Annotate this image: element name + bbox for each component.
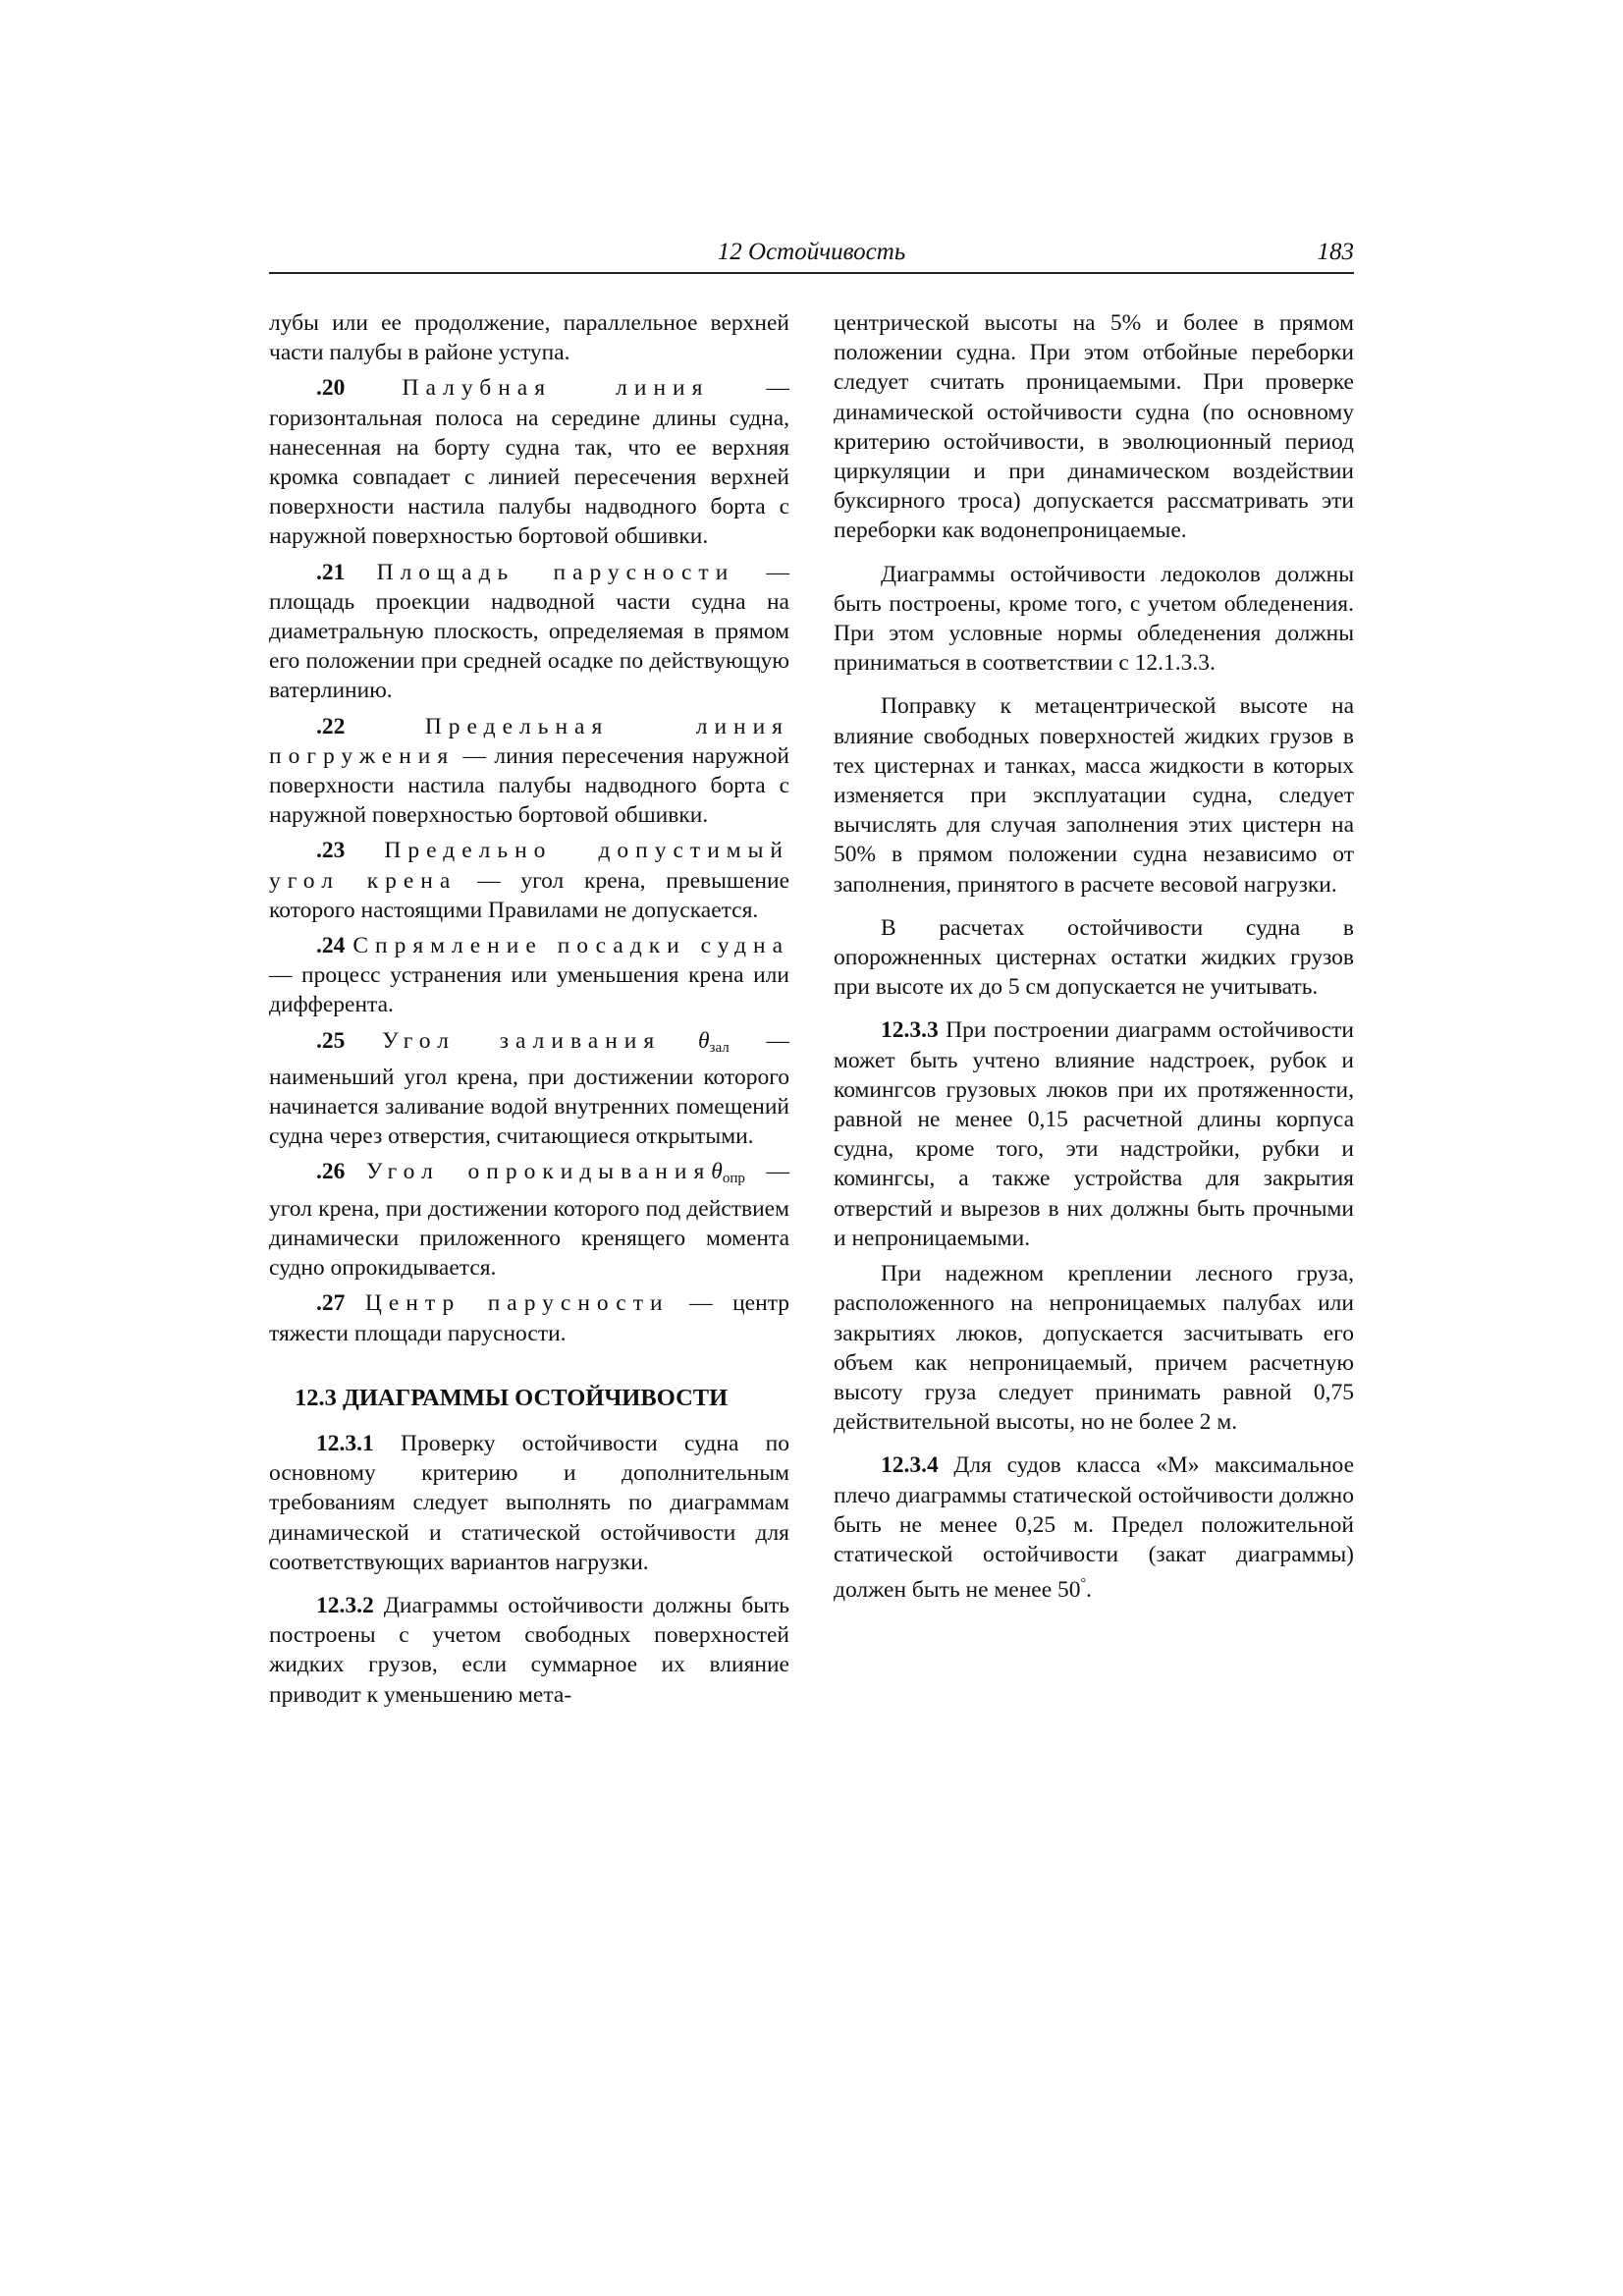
- definition-number: .22: [316, 713, 346, 739]
- theta-symbol: θ: [697, 1027, 710, 1054]
- left-column: [269, 308, 789, 1710]
- definition-text: — процесс устранения или уменьшения крена или дифферента.: [269, 962, 789, 1018]
- definition-term: Предельная линия погружения: [269, 713, 789, 769]
- clause-number: 12.3.1: [316, 1430, 374, 1456]
- definition-number: .24: [316, 933, 346, 959]
- definition-term: Центр парусности: [364, 1290, 670, 1317]
- definition-number: .21: [316, 559, 346, 585]
- theta-subscript: опр: [722, 1171, 745, 1187]
- definition-text: — наименьший угол крена, при достижении которого начинается заливание водой внутренних помещений судна через отверстия, считающиеся открытыми.: [269, 1027, 790, 1150]
- definition-text: — площадь проекции надводной части судна на диаметральную плоскость, определяемая в прямом его положении при средней осадке по действующую ватерлинию.: [269, 559, 789, 704]
- definition-23: [269, 836, 789, 925]
- definition-term: Угол опрокидывания: [366, 1159, 712, 1185]
- clause-number: 12.3.3: [881, 1017, 939, 1044]
- paragraph: Диаграммы остойчивости ледоколов должны быть построены, кроме того, с учетом обледенения. При этом условные нормы обледенения должны приниматься в соответствии с 12.1.3.3.: [834, 561, 1354, 677]
- clause-12-3-3: [834, 1015, 1354, 1253]
- definition-text: — горизонтальная полоса на середине длины судна, нанесенная на борту судна так, что ее верхняя кромка совпадает с линией пересечения верхней поверхности настила палубы надводного борта с наружной поверхностью бортовой обшивки.: [269, 375, 790, 550]
- definition-number: .27: [316, 1290, 346, 1317]
- definition-21: [269, 558, 789, 706]
- paragraph: Поправку к метацентрической высоте на влияние свободных поверхностей жидких грузов в тех цистернах и танках, масса жидкости в которых изменяется при эксплуатации судна, следует вычислять для случая заполнения этих цистерн на 50% в прямом положении судна независимо от заполнения, принятого в расчете весовой нагрузки.: [834, 693, 1354, 898]
- clause-end: .: [1086, 1577, 1093, 1604]
- clause-text: При построении диаграмм остойчивости может быть учтено влияние надстроек, рубок и комингсов грузовых люков при их протяженности, равной не менее 0,15 расчетной длины корпуса судна, кроме того, эти надстройки, рубки и комингсы, а также устройства для закрытия отверстий и вырезов в них должны быть прочными и непроницаемыми.: [834, 1017, 1354, 1251]
- clause-text: Диаграммы остойчивости должны быть построены с учетом свободных поверхностей жидких грузов, если суммарное их влияние приводит к уменьшению мета-: [269, 1592, 789, 1708]
- paragraph: При надежном креплении лесного груза, расположенного на непроницаемых палубах или закрытиях люков, допускается засчитывать его объем как непроницаемый, причем расчетную высоту груза следует принимать равной 0,75 действительной высоты, но не более 2 м.: [834, 1261, 1354, 1436]
- clause-number: 12.3.4: [881, 1452, 939, 1479]
- definition-term: Предельно допустимый угол крена: [269, 838, 790, 894]
- clause-12-3-2: [269, 1591, 789, 1710]
- definition-27: [269, 1288, 789, 1347]
- page-number: 183: [1317, 239, 1354, 265]
- theta-subscript: зал: [709, 1039, 730, 1056]
- definition-term: Спрямление посадки судна: [352, 933, 789, 959]
- definition-number: .25: [316, 1027, 346, 1054]
- clause-text: Для судов класса «М» максимальное плечо диаграммы статической остойчивости должно быть не менее 0,25 м. Предел положительной статической остойчивости (закат диаграммы) должен быть не менее 50: [834, 1452, 1354, 1604]
- definition-text: — линия пересечения наружной поверхности настила палубы надводного борта с наружной поверхностью бортовой обшивки.: [269, 742, 789, 829]
- clause-text: Проверку остойчивости судна по основному критерию и дополнительным требованиям следует выполнять по диаграммам динамической и статической остойчивости для соответствующих вариантов нагрузки.: [269, 1430, 789, 1575]
- definition-20: [269, 373, 789, 551]
- paragraph: В расчетах остойчивости судна в опорожненных цистернах остатки жидких грузов при высоте их до 5 см допускается не учитывать.: [834, 914, 1354, 1001]
- definition-24: [269, 931, 789, 1020]
- clause-12-3-4: [834, 1450, 1354, 1605]
- running-header-title: 12 Остойчивость: [717, 239, 906, 265]
- definition-22: [269, 712, 789, 831]
- definition-text: — угол крена, при достижении которого под действием динамически приложенного кренящего момента судно опрокидывается.: [269, 1159, 790, 1282]
- definition-text: — центр тяжести площади парусности.: [269, 1290, 789, 1346]
- definition-number: .26: [316, 1159, 346, 1185]
- clause-12-3-1: [269, 1429, 789, 1577]
- section-heading: 12.3 ДИАГРАММЫ ОСТОЙЧИВОСТИ: [295, 1384, 729, 1411]
- definition-term: Площадь парусности: [376, 559, 735, 585]
- right-column: [834, 308, 1354, 1605]
- definition-number: .23: [316, 838, 346, 864]
- degree-sign: °: [1080, 1576, 1087, 1592]
- theta-symbol: θ: [711, 1159, 723, 1185]
- definition-number: .20: [316, 375, 346, 402]
- paragraph-continuation: лубы или ее продолжение, параллельное верхней части палубы в районе уступа.: [269, 310, 789, 366]
- definition-text: — угол крена, превышение которого настоящими Правилами не допускается.: [269, 867, 790, 923]
- definition-term: Палубная линия: [402, 375, 710, 402]
- clause-number: 12.3.2: [316, 1592, 374, 1618]
- definition-25: [269, 1026, 789, 1152]
- running-header: [269, 239, 1354, 274]
- definition-term: Угол заливания: [382, 1027, 662, 1054]
- paragraph-continuation: центрической высоты на 5% и более в прямом положении судна. При этом отбойные переборки следует считать проницаемыми. При проверке динамической остойчивости судна (по основному критерию остойчивости, в эволюционный период циркуляции и при динамическом воздействии буксирного троса) допускается рассматривать эти переборки как водонепроницаемые.: [834, 310, 1354, 544]
- definition-26: [269, 1157, 789, 1283]
